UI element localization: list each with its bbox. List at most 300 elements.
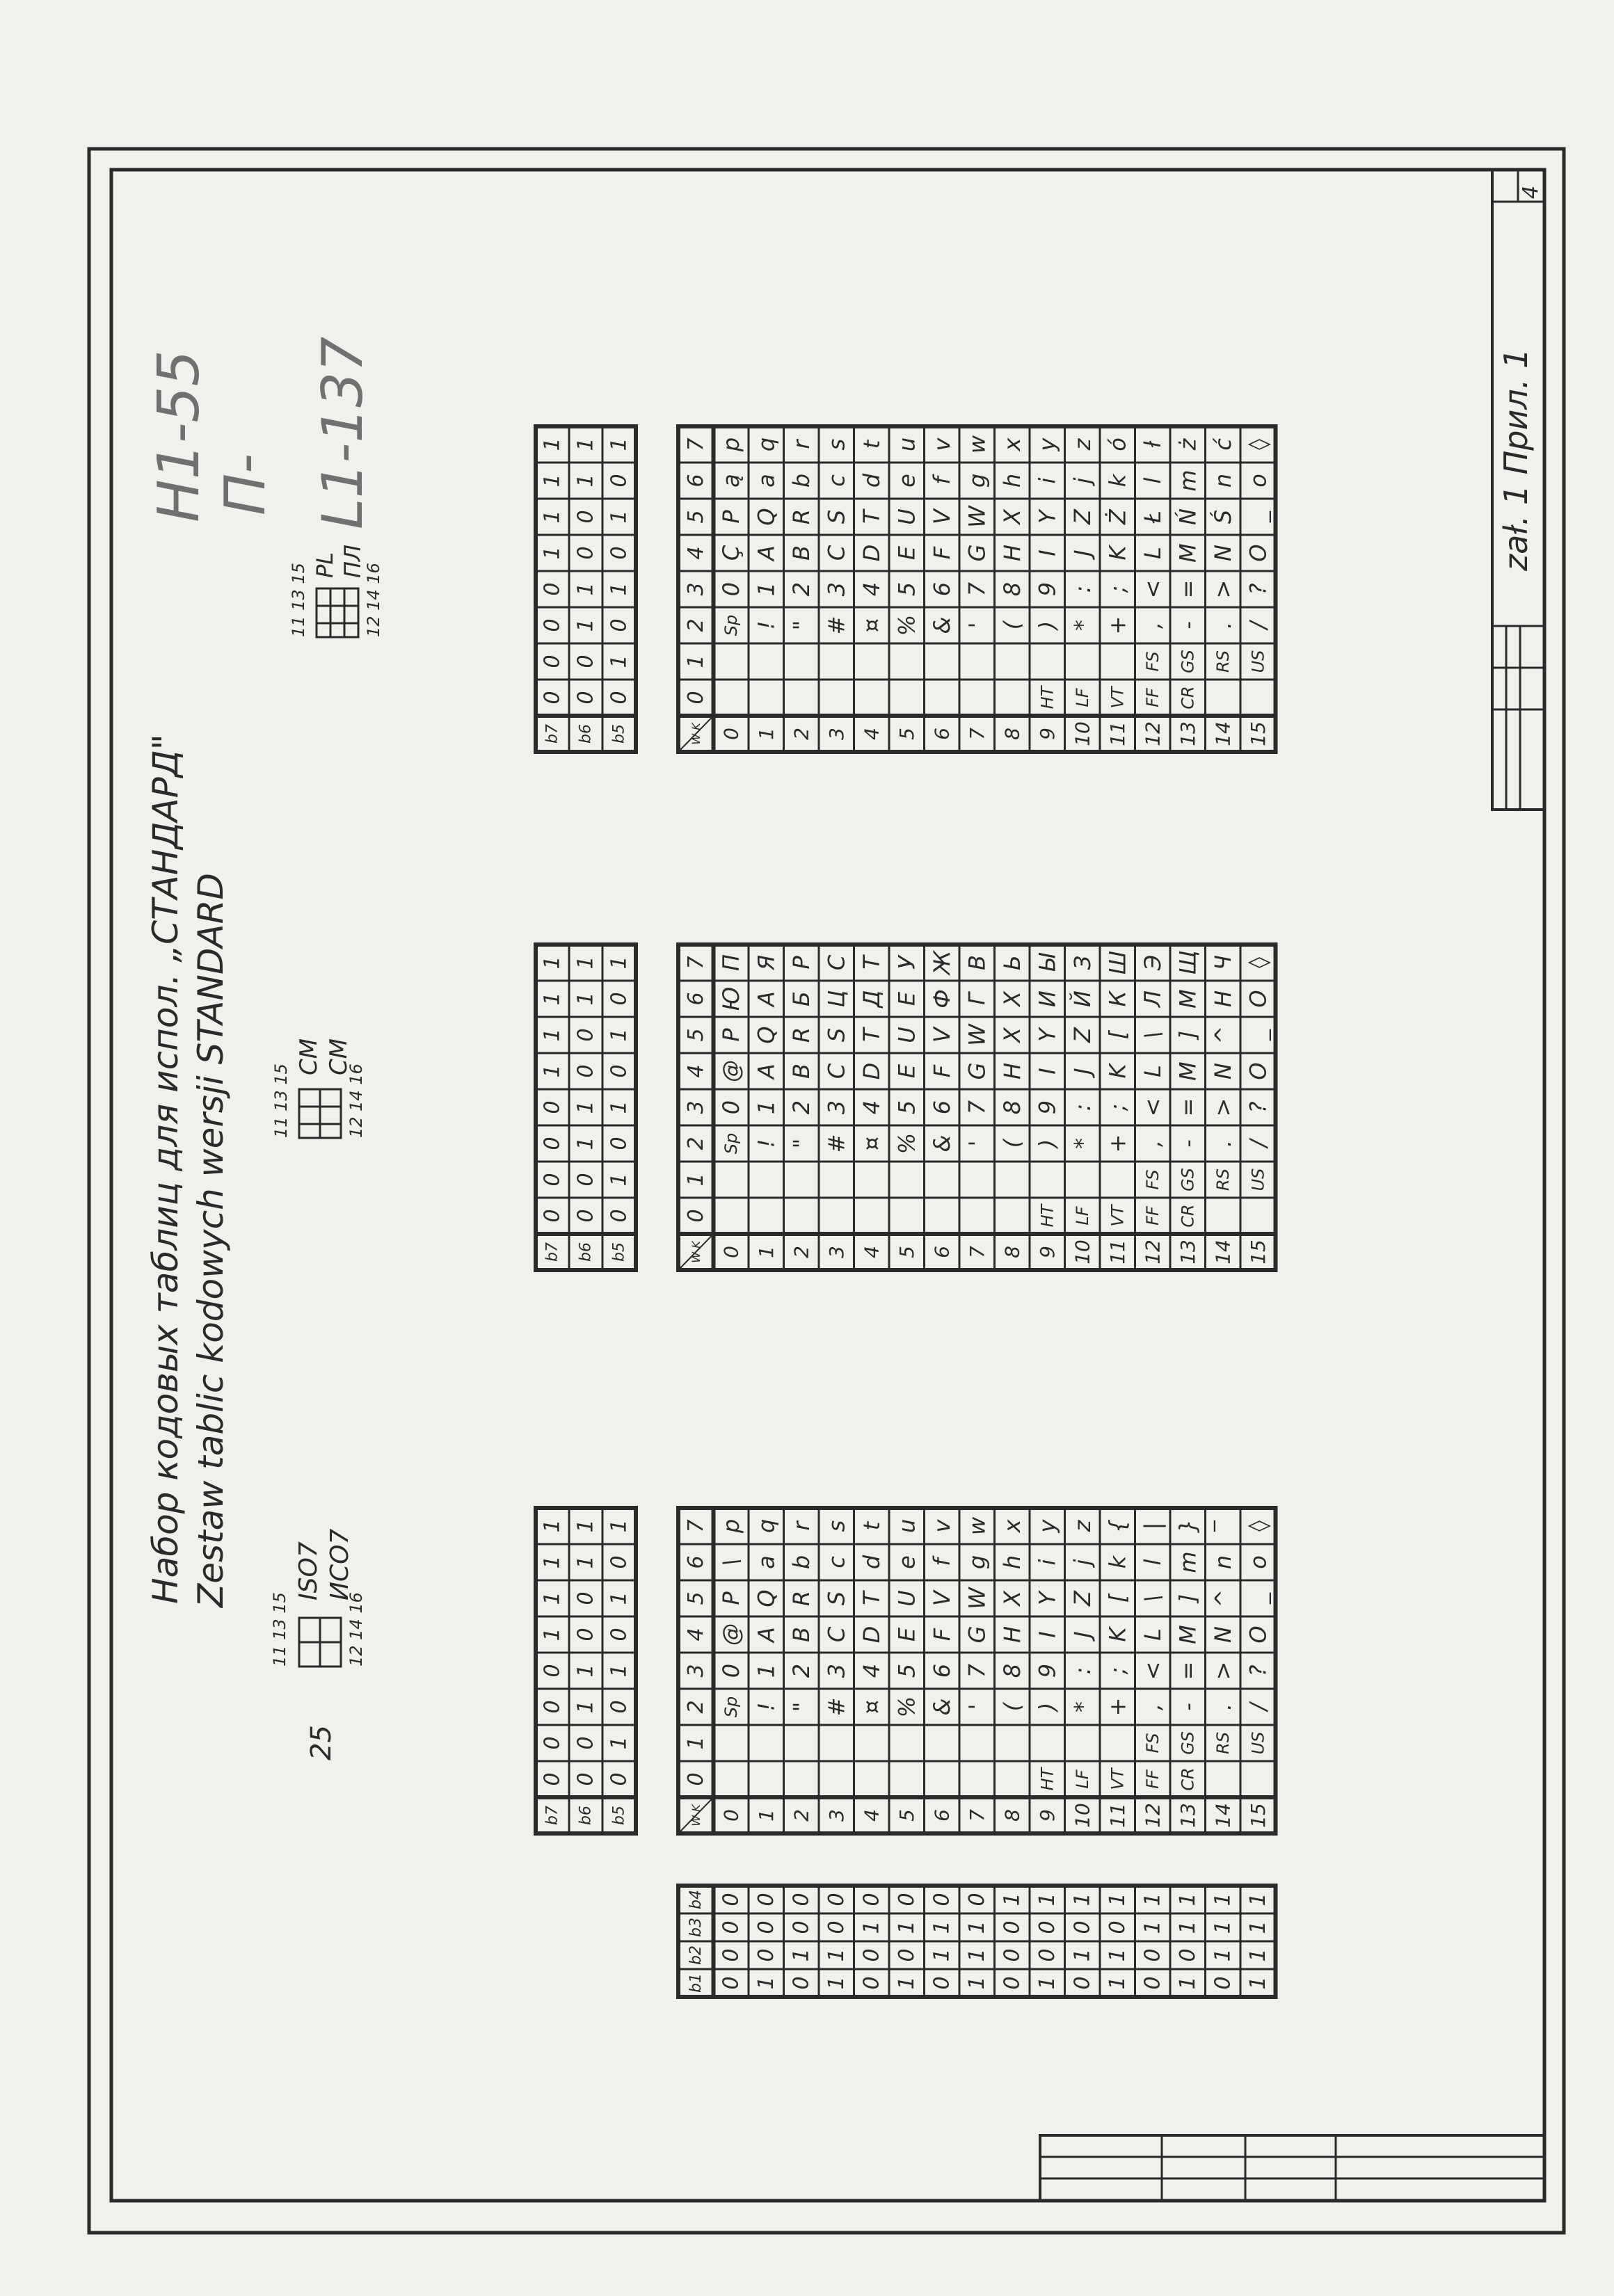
- column-bit-value: 0: [540, 1173, 565, 1187]
- column-bit-value: 0: [607, 474, 632, 488]
- row-header: 13: [1176, 721, 1199, 746]
- char-cell: W: [964, 1587, 991, 1609]
- char-cell: D: [858, 544, 885, 562]
- char-cell: +: [1104, 1134, 1131, 1153]
- column-bits-iso7: [536, 1508, 636, 1833]
- corner-label: W K: [689, 1241, 703, 1263]
- char-cell: :: [1069, 1103, 1096, 1111]
- char-cell: T: [858, 1028, 885, 1042]
- bit-cell: 1: [859, 1920, 884, 1934]
- row-header: 15: [1246, 1803, 1270, 1828]
- char-cell: K: [1104, 1063, 1131, 1079]
- bit-cell: 0: [859, 1976, 884, 1990]
- char-cell: !: [753, 620, 780, 630]
- bit-header-b1: b1: [687, 1973, 705, 1993]
- char-cell: n: [1209, 1555, 1236, 1570]
- key-top-label: 11 13 15: [271, 1063, 291, 1138]
- char-cell: 9: [1034, 1100, 1061, 1115]
- char-cell: Ф: [928, 989, 955, 1009]
- column-bit-value: 0: [607, 1209, 632, 1223]
- char-cell: &: [928, 1134, 955, 1153]
- column-bit-value: 0: [607, 1700, 632, 1714]
- col-header: 7: [683, 437, 708, 451]
- char-cell: 6: [928, 581, 955, 597]
- column-bit-value: 1: [607, 437, 632, 451]
- col-header: 5: [683, 510, 708, 524]
- column-bit-value: 1: [573, 1664, 598, 1678]
- bit-cell: 0: [1034, 1948, 1060, 1962]
- annotation-number: 25: [305, 1725, 337, 1760]
- char-cell: ó: [1104, 437, 1131, 451]
- char-cell: &: [928, 1698, 955, 1716]
- char-cell: 5: [893, 1663, 920, 1678]
- char-cell: k: [1104, 1555, 1131, 1569]
- char-cell: i: [1034, 1559, 1061, 1566]
- bit-cell: 0: [1210, 1976, 1236, 1990]
- char-cell: И: [1034, 990, 1061, 1007]
- char-cell: j: [1069, 477, 1096, 484]
- char-cell: 0: [717, 1100, 744, 1115]
- row-header: 8: [1000, 1809, 1024, 1822]
- char-cell: ,: [1139, 1139, 1166, 1148]
- bit-cell: 1: [1140, 1893, 1165, 1906]
- char-cell: w: [964, 435, 991, 454]
- char-cell: u: [893, 1518, 920, 1534]
- char-cell: e: [893, 1555, 920, 1569]
- char-cell: FS: [1142, 1733, 1162, 1753]
- char-cell: t: [858, 1521, 885, 1531]
- char-cell: 2: [788, 1663, 815, 1678]
- column-bit-value: 1: [540, 546, 565, 560]
- char-cell: 8: [998, 581, 1025, 597]
- char-cell: J: [1069, 1068, 1096, 1075]
- char-cell: Sp: [721, 1132, 741, 1155]
- bit-cell: 1: [929, 1920, 954, 1934]
- char-cell: Q: [753, 1589, 780, 1607]
- char-cell: VT: [1108, 1768, 1128, 1790]
- char-cell: US: [1248, 650, 1268, 673]
- column-bit-value: 1: [573, 437, 598, 451]
- column-bit-value: 0: [573, 1173, 598, 1187]
- column-bit-value: 1: [540, 1064, 565, 1078]
- column-bit-value: 1: [573, 1100, 598, 1114]
- char-cell: 0: [717, 581, 744, 597]
- char-cell: ‾: [1209, 1520, 1236, 1532]
- char-cell: \: [717, 1558, 744, 1566]
- column-bit-value: 0: [607, 546, 632, 560]
- char-cell: 3: [823, 1663, 850, 1678]
- bit-cell: 0: [789, 1976, 814, 1990]
- char-cell: ': [964, 622, 991, 629]
- char-cell: N: [1209, 1626, 1236, 1643]
- bit-cell: 1: [753, 1976, 778, 1990]
- key-bottom-label: 12 14 16: [364, 563, 383, 637]
- char-cell: HT: [1037, 686, 1057, 709]
- char-cell: Ç: [717, 545, 744, 561]
- column-bit-value: 1: [573, 474, 598, 488]
- char-cell: L: [1139, 1065, 1166, 1077]
- column-bit-value: 1: [607, 582, 632, 596]
- char-cell: CR: [1178, 686, 1198, 709]
- char-cell: Н: [1209, 990, 1236, 1008]
- bit-cell: 0: [1070, 1920, 1095, 1934]
- bit-cell: 1: [1210, 1948, 1236, 1962]
- char-cell: N: [1209, 1063, 1236, 1079]
- char-cell: 0: [717, 1663, 744, 1678]
- bit-cell: 1: [1034, 1893, 1060, 1906]
- char-cell: L: [1139, 547, 1166, 559]
- row-header: 14: [1211, 1803, 1235, 1828]
- char-cell: LF: [1072, 1769, 1092, 1789]
- col-header: 3: [683, 1664, 708, 1678]
- row-header: 3: [824, 1809, 848, 1822]
- col-header: 1: [683, 1736, 708, 1750]
- char-cell: S: [823, 1591, 850, 1606]
- row-header: 3: [824, 728, 848, 740]
- char-cell: a: [753, 474, 780, 488]
- column-bit-value: 1: [607, 1519, 632, 1533]
- char-cell: f: [928, 476, 955, 485]
- char-cell: k: [1104, 474, 1131, 488]
- row-header: 14: [1211, 721, 1235, 746]
- bit-cell: 0: [1140, 1976, 1165, 1990]
- char-cell: F: [928, 1064, 955, 1078]
- char-cell: \: [1139, 1031, 1166, 1039]
- column-bit-value: 1: [540, 1028, 565, 1042]
- char-cell: :: [1069, 585, 1096, 593]
- char-cell: #: [823, 1697, 850, 1717]
- column-bit-value: 0: [573, 510, 598, 524]
- col-header: 6: [683, 992, 708, 1006]
- set-code-pl-cyrillic: ПЛ: [339, 544, 366, 578]
- char-cell: b: [788, 473, 815, 488]
- column-bit-value: 1: [540, 1591, 565, 1605]
- char-cell: ): [1034, 620, 1061, 630]
- bit-cell: 0: [894, 1948, 919, 1962]
- row-header: 5: [895, 1809, 918, 1822]
- code-table-cm: [536, 945, 1276, 1270]
- char-cell: В: [964, 955, 991, 970]
- char-cell: 8: [998, 1100, 1025, 1115]
- char-cell: FS: [1142, 651, 1162, 672]
- char-cell: (: [998, 620, 1025, 630]
- char-cell: US: [1248, 1168, 1268, 1191]
- char-cell: ¤: [858, 1699, 885, 1715]
- footer-caption: zał. 1 Прил. 1: [1497, 348, 1535, 571]
- char-cell: Z: [1069, 509, 1096, 524]
- char-cell: W: [964, 1024, 991, 1046]
- char-cell: @: [717, 1060, 744, 1082]
- bit-cell: 0: [894, 1893, 919, 1906]
- column-bit-value: 0: [540, 1209, 565, 1223]
- row-header: 8: [1000, 728, 1024, 740]
- char-cell: O: [1245, 1625, 1272, 1644]
- char-cell: Q: [753, 1026, 780, 1044]
- bit-cell: 1: [1034, 1976, 1060, 1990]
- char-cell: Ц: [823, 990, 850, 1008]
- row-header: 2: [790, 1809, 813, 1822]
- char-cell: 9: [1034, 1663, 1061, 1678]
- char-cell: RS: [1213, 1169, 1233, 1191]
- bit-cell: 0: [719, 1948, 744, 1962]
- bit-cell: 0: [929, 1893, 954, 1906]
- char-cell: G: [964, 544, 991, 562]
- char-cell: P: [717, 510, 744, 524]
- char-cell: N: [1209, 545, 1236, 561]
- char-cell: I: [1034, 1631, 1061, 1638]
- char-cell: ,: [1139, 621, 1166, 629]
- char-cell: ]: [1174, 1030, 1201, 1040]
- char-cell: М: [1174, 989, 1201, 1009]
- bit-cell: 0: [859, 1893, 884, 1906]
- char-cell: >: [1209, 1661, 1236, 1680]
- bit-cell: 1: [964, 1948, 989, 1962]
- char-cell: >: [1209, 1098, 1236, 1117]
- char-cell: 9: [1034, 581, 1061, 597]
- set-key-iso7: [270, 1529, 366, 1667]
- char-cell: FS: [1142, 1169, 1162, 1190]
- char-cell: 5: [893, 1100, 920, 1115]
- char-cell: Д: [858, 990, 885, 1008]
- char-cell: !: [753, 1702, 780, 1712]
- char-cell: +: [1104, 1697, 1131, 1717]
- char-cell: t: [858, 440, 885, 449]
- row-header: 12: [1141, 721, 1165, 746]
- column-bit-value: 0: [573, 1064, 598, 1078]
- bit-table: [678, 1886, 1276, 1997]
- row-header: 12: [1141, 1239, 1165, 1265]
- bit-cell: 1: [824, 1948, 849, 1962]
- bit-cell: 0: [1000, 1948, 1025, 1962]
- column-bit-value: 1: [573, 582, 598, 596]
- row-header: 11: [1105, 721, 1129, 746]
- row-header: 2: [790, 1246, 813, 1258]
- code-table-iso7: [536, 1508, 1276, 1833]
- char-cell: B: [788, 1627, 815, 1642]
- char-cell: S: [823, 1027, 850, 1043]
- bit-cell: 0: [859, 1948, 884, 1962]
- bit-cell: 0: [1070, 1976, 1095, 1990]
- row-header: 3: [824, 1246, 848, 1258]
- char-cell: ?: [1245, 583, 1272, 595]
- char-cell: #: [823, 1134, 850, 1153]
- char-cell: y: [1034, 1519, 1061, 1533]
- column-bit-value: 0: [573, 1028, 598, 1042]
- column-bit-label: b6: [577, 724, 595, 744]
- char-cell: Ś: [1209, 509, 1236, 524]
- char-cell: ): [1034, 1139, 1061, 1148]
- char-cell: Ь: [998, 955, 1025, 970]
- char-cell: u: [893, 437, 920, 452]
- char-cell: o: [1245, 474, 1272, 488]
- char-cell: ◊: [1245, 1520, 1272, 1532]
- row-header: 10: [1071, 721, 1094, 746]
- char-cell: -: [1174, 621, 1201, 629]
- char-cell: CR: [1178, 1767, 1198, 1791]
- char-cell: 2: [788, 581, 815, 597]
- bit-header-b4: b4: [687, 1890, 705, 1909]
- char-cell: M: [1174, 543, 1201, 563]
- char-cell: P: [717, 1591, 744, 1605]
- char-cell: I: [1034, 1068, 1061, 1075]
- char-cell: Э: [1139, 954, 1166, 971]
- char-cell: ": [788, 620, 815, 631]
- column-bit-value: 1: [607, 1591, 632, 1605]
- char-cell: О: [1245, 990, 1272, 1008]
- char-cell: U: [893, 508, 920, 525]
- char-cell: O: [1245, 544, 1272, 562]
- char-cell: ;: [1104, 1667, 1131, 1675]
- char-cell: X: [998, 1027, 1025, 1043]
- char-cell: Ł: [1139, 511, 1166, 523]
- char-cell: A: [753, 1063, 780, 1079]
- char-cell: 1: [753, 1663, 780, 1678]
- char-cell: FF: [1142, 688, 1162, 707]
- column-bit-value: 0: [540, 1664, 565, 1678]
- bit-cell: 1: [1175, 1976, 1200, 1990]
- char-cell: ¤: [858, 618, 885, 633]
- bit-cell: 0: [753, 1948, 778, 1962]
- column-bit-value: 1: [607, 510, 632, 524]
- char-cell: %: [893, 1132, 920, 1155]
- row-header: 7: [965, 728, 989, 740]
- char-cell: R: [788, 508, 815, 525]
- column-bit-value: 0: [607, 992, 632, 1006]
- row-header: 7: [965, 1246, 989, 1258]
- col-header: 5: [683, 1028, 708, 1042]
- bit-cell: 0: [824, 1893, 849, 1906]
- column-bit-label: b6: [577, 1806, 595, 1825]
- column-bit-value: 1: [573, 956, 598, 970]
- char-cell: Ш: [1104, 950, 1131, 975]
- char-cell: GS: [1178, 1731, 1198, 1755]
- bit-cell: 0: [1000, 1920, 1025, 1934]
- row-header: 13: [1176, 1803, 1199, 1828]
- char-cell: /: [1245, 621, 1272, 629]
- char-cell: y: [1034, 437, 1061, 451]
- char-cell: .: [1209, 1139, 1236, 1148]
- char-cell: L: [1139, 1628, 1166, 1641]
- char-cell: *: [1069, 620, 1096, 631]
- char-cell: G: [964, 1625, 991, 1644]
- column-bit-value: 0: [540, 1700, 565, 1714]
- char-cell: Y: [1034, 1028, 1061, 1042]
- column-bit-value: 0: [607, 1137, 632, 1150]
- col-header: 2: [683, 618, 708, 632]
- column-bit-value: 1: [573, 1519, 598, 1533]
- char-cell: [: [1104, 1030, 1131, 1040]
- bit-cell: 1: [1070, 1893, 1095, 1906]
- char-cell: Й: [1069, 990, 1096, 1007]
- char-cell: US: [1248, 1731, 1268, 1755]
- col-header: 2: [683, 1700, 708, 1714]
- bit-cell: 1: [894, 1920, 919, 1934]
- bit-cell: 0: [1105, 1920, 1130, 1934]
- char-cell: h: [998, 473, 1025, 488]
- bit-cell: 1: [929, 1948, 954, 1962]
- key-bottom-label: 12 14 16: [346, 1592, 366, 1667]
- row-header: 13: [1176, 1239, 1199, 1265]
- char-cell: G: [964, 1062, 991, 1080]
- col-header: 3: [683, 582, 708, 596]
- row-header: 11: [1105, 1239, 1129, 1265]
- char-cell: Sp: [721, 614, 741, 636]
- char-cell: Е: [893, 991, 920, 1006]
- column-bit-value: 0: [573, 1209, 598, 1223]
- row-header: 15: [1246, 721, 1270, 746]
- char-cell: Y: [1034, 1591, 1061, 1605]
- bit-cell: 0: [719, 1976, 744, 1990]
- char-cell: ◊: [1245, 957, 1272, 968]
- col-header: 4: [683, 1064, 708, 1078]
- char-cell: q: [753, 1518, 780, 1534]
- char-cell: B: [788, 1063, 815, 1079]
- column-bit-value: 1: [573, 1137, 598, 1150]
- set-code-iso7-latin: ISO7: [294, 1541, 323, 1600]
- bit-cell: 0: [964, 1893, 989, 1906]
- char-cell: ł: [1139, 441, 1166, 448]
- row-header: 7: [965, 1809, 989, 1822]
- column-bit-value: 0: [540, 1772, 565, 1786]
- char-cell: D: [858, 1062, 885, 1080]
- char-grid-pl: [678, 426, 1276, 752]
- bit-cell: 1: [1245, 1893, 1270, 1906]
- char-cell: <: [1139, 579, 1166, 599]
- char-cell: LF: [1072, 1206, 1092, 1226]
- row-header: 12: [1141, 1803, 1165, 1828]
- char-cell: x: [998, 1519, 1025, 1533]
- char-cell: ,: [1139, 1703, 1166, 1711]
- char-cell: H: [998, 1062, 1025, 1080]
- row-header: 4: [860, 1809, 884, 1822]
- char-cell: LF: [1072, 688, 1092, 707]
- char-cell: U: [893, 1590, 920, 1607]
- char-cell: %: [893, 614, 920, 636]
- char-cell: >: [1209, 579, 1236, 599]
- column-bit-value: 1: [540, 437, 565, 451]
- column-bit-value: 0: [540, 1137, 565, 1150]
- char-cell: Я: [753, 954, 780, 971]
- char-cell: 6: [928, 1663, 955, 1678]
- column-bit-value: 0: [573, 546, 598, 560]
- row-header: 5: [895, 1246, 918, 1258]
- char-cell: z: [1069, 1520, 1096, 1532]
- column-bit-label: b7: [543, 1806, 561, 1825]
- char-cell: RS: [1213, 1732, 1233, 1754]
- char-cell: ': [964, 1703, 991, 1710]
- char-cell: ': [964, 1140, 991, 1147]
- bit-cell: 1: [1105, 1976, 1130, 1990]
- char-cell: VT: [1108, 1205, 1128, 1227]
- row-header: 4: [860, 728, 884, 740]
- bit-cell: 0: [719, 1893, 744, 1906]
- char-cell: {: [1104, 1518, 1131, 1534]
- char-cell: ;: [1104, 585, 1131, 593]
- char-cell: A: [753, 545, 780, 561]
- bit-cell: 1: [1210, 1893, 1236, 1906]
- char-cell: ◊: [1245, 439, 1272, 450]
- char-cell: [: [1104, 1593, 1131, 1603]
- char-cell: T: [858, 510, 885, 524]
- char-cell: V: [928, 509, 955, 524]
- char-cell: ;: [1104, 1103, 1131, 1111]
- char-cell: O: [1245, 1062, 1272, 1080]
- char-cell: _: [1245, 511, 1272, 522]
- char-cell: U: [893, 1027, 920, 1043]
- col-header: 2: [683, 1137, 708, 1150]
- column-bit-value: 0: [573, 691, 598, 705]
- row-header: 14: [1211, 1239, 1235, 1265]
